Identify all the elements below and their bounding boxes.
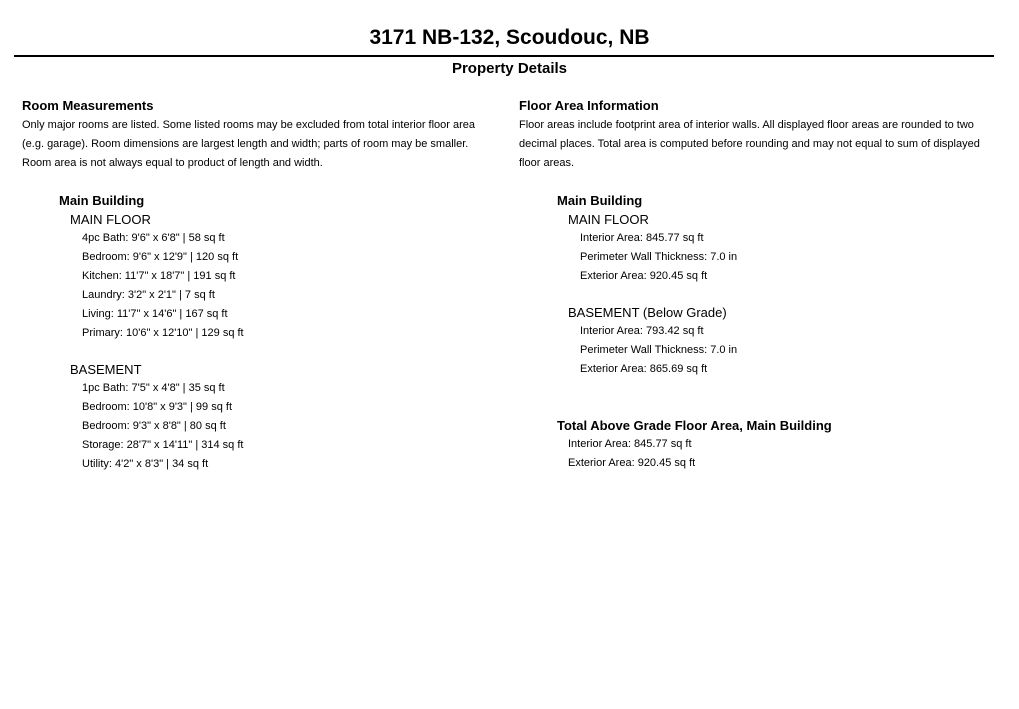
- room-item: Bedroom: 9'3" x 8'8" | 80 sq ft: [82, 420, 226, 432]
- room-item: 1pc Bath: 7'5" x 4'8" | 35 sq ft: [82, 382, 225, 394]
- room-item: Storage: 28'7" x 14'11" | 314 sq ft: [82, 439, 244, 451]
- building-title: Main Building: [59, 193, 145, 208]
- total-area-detail: Exterior Area: 920.45 sq ft: [568, 457, 696, 469]
- basement-area-list: [557, 322, 997, 379]
- total-area-detail: Interior Area: 845.77 sq ft: [568, 438, 692, 450]
- floor-area-note-line: floor areas.: [519, 157, 575, 169]
- room-item: Bedroom: 9'6" x 12'9" | 120 sq ft: [82, 251, 239, 263]
- floor-area-note-line: Floor areas include footprint area of interior walls. All displayed floor areas are rounded to two: [519, 119, 974, 131]
- area-detail: Perimeter Wall Thickness: 7.0 in: [580, 251, 738, 263]
- total-floor-area-title: Total Above Grade Floor Area, Main Building: [557, 418, 832, 433]
- room-measurements-note-line: Room area is not always equal to product of length and width.: [22, 157, 323, 169]
- room-item: Utility: 4'2" x 8'3" | 34 sq ft: [82, 458, 209, 470]
- room-measurements-heading: Room Measurements: [22, 98, 154, 113]
- floor-label-basement: BASEMENT (Below Grade): [568, 305, 727, 320]
- room-measurements-note-line: (e.g. garage). Room dimensions are largest length and width; parts of room may be smaller.: [22, 138, 469, 150]
- title-divider: [14, 55, 994, 57]
- area-detail: Interior Area: 845.77 sq ft: [580, 232, 704, 244]
- floor-label-main: MAIN FLOOR: [70, 212, 151, 227]
- building-title: Main Building: [557, 193, 643, 208]
- room-item: Laundry: 3'2" x 2'1" | 7 sq ft: [82, 289, 215, 301]
- area-detail: Exterior Area: 920.45 sq ft: [580, 270, 708, 282]
- floor-label-main: MAIN FLOOR: [568, 212, 649, 227]
- area-detail: Exterior Area: 865.69 sq ft: [580, 363, 708, 375]
- main-floor-area-list: [557, 229, 997, 286]
- floor-area-building: [557, 191, 997, 473]
- page-title: 3171 NB-132, Scoudouc, NB: [369, 26, 650, 49]
- room-measurements-section: [22, 96, 497, 173]
- page-subtitle: Property Details: [451, 60, 568, 77]
- room-measurements-building: [59, 191, 479, 474]
- area-detail: Interior Area: 793.42 sq ft: [580, 325, 704, 337]
- room-item: Bedroom: 10'8" x 9'3" | 99 sq ft: [82, 401, 233, 413]
- main-floor-room-list: [59, 229, 479, 343]
- floor-area-heading: Floor Area Information: [519, 98, 659, 113]
- total-floor-area-list: [557, 435, 997, 473]
- room-item: Kitchen: 11'7" x 18'7" | 191 sq ft: [82, 270, 236, 282]
- room-item: Living: 11'7" x 14'6" | 167 sq ft: [82, 308, 228, 320]
- room-measurements-note-line: Only major rooms are listed. Some listed rooms may be excluded from total interior floor area: [22, 119, 476, 131]
- floor-area-note-line: decimal places. Total area is computed before rounding and may not equal to sum of displayed: [519, 138, 980, 150]
- floor-area-section: [519, 96, 999, 173]
- room-item: 4pc Bath: 9'6" x 6'8" | 58 sq ft: [82, 232, 225, 244]
- area-detail: Perimeter Wall Thickness: 7.0 in: [580, 344, 738, 356]
- basement-room-list: [59, 379, 479, 474]
- floor-label-basement: BASEMENT: [70, 362, 142, 377]
- room-item: Primary: 10'6" x 12'10" | 129 sq ft: [82, 327, 244, 339]
